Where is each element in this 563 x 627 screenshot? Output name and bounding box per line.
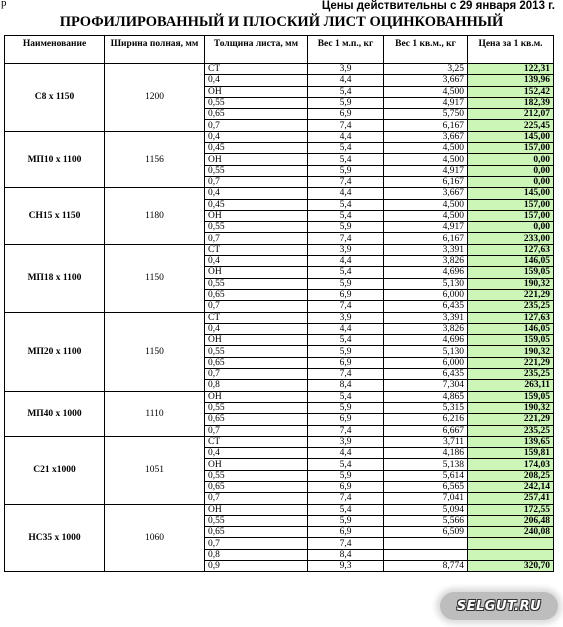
thickness-cell: 0,65 bbox=[205, 527, 308, 538]
weight-m-cell: 7,4 bbox=[308, 538, 384, 549]
price-cell: 157,00 bbox=[468, 210, 554, 221]
logo-text: SELGUT.RU bbox=[456, 598, 542, 614]
product-width: 1156 bbox=[105, 131, 205, 187]
price-cell: 122,31 bbox=[468, 64, 554, 75]
weight-sqm-cell: 5,566 bbox=[384, 515, 468, 526]
header-weight-m: Вес 1 м.п., кг bbox=[308, 36, 384, 64]
thickness-cell: 0,65 bbox=[205, 481, 308, 492]
product-width: 1150 bbox=[105, 244, 205, 312]
weight-m-cell: 5,9 bbox=[308, 222, 384, 233]
price-cell: 146,05 bbox=[468, 256, 554, 267]
weight-m-cell: 5,4 bbox=[308, 154, 384, 165]
weight-sqm-cell: 5,614 bbox=[384, 470, 468, 481]
weight-sqm-cell: 3,711 bbox=[384, 436, 468, 447]
price-table bbox=[4, 35, 554, 572]
thickness-cell: ОН bbox=[205, 459, 308, 470]
weight-sqm-cell: 3,667 bbox=[384, 131, 468, 142]
price-cell: 206,48 bbox=[468, 515, 554, 526]
thickness-cell: 0,65 bbox=[205, 414, 308, 425]
weight-sqm-cell: 3,667 bbox=[384, 75, 468, 86]
weight-sqm-cell: 8,774 bbox=[384, 561, 468, 572]
weight-sqm-cell: 4,500 bbox=[384, 86, 468, 97]
weight-m-cell: 9,3 bbox=[308, 561, 384, 572]
thickness-cell: 0,7 bbox=[205, 120, 308, 131]
price-cell: 159,05 bbox=[468, 391, 554, 402]
price-cell: 0,00 bbox=[468, 176, 554, 187]
table-row bbox=[5, 244, 554, 255]
weight-m-cell: 5,4 bbox=[308, 199, 384, 210]
product-width: 1150 bbox=[105, 312, 205, 391]
page-title: ПРОФИЛИРОВАННЫЙ И ПЛОСКИЙ ЛИСТ ОЦИНКОВАННЫЙ bbox=[59, 14, 504, 30]
table-row bbox=[5, 131, 554, 142]
thickness-cell: 0,55 bbox=[205, 402, 308, 413]
price-cell: 127,63 bbox=[468, 244, 554, 255]
weight-m-cell: 5,9 bbox=[308, 97, 384, 108]
thickness-cell: 0,7 bbox=[205, 538, 308, 549]
weight-sqm-cell: 6,167 bbox=[384, 176, 468, 187]
thickness-cell: СТ bbox=[205, 312, 308, 323]
thickness-cell: 0,8 bbox=[205, 380, 308, 391]
product-name: МП18 х 1100 bbox=[5, 244, 105, 312]
price-cell: 0,00 bbox=[468, 222, 554, 233]
price-cell: 221,29 bbox=[468, 414, 554, 425]
price-cell: 157,00 bbox=[468, 143, 554, 154]
weight-sqm-cell: 4,917 bbox=[384, 97, 468, 108]
thickness-cell: 0,7 bbox=[205, 493, 308, 504]
thickness-cell: 0,4 bbox=[205, 323, 308, 334]
table-row bbox=[5, 436, 554, 447]
thickness-cell: 0,4 bbox=[205, 75, 308, 86]
weight-sqm-cell bbox=[384, 549, 468, 560]
weight-sqm-cell: 7,304 bbox=[384, 380, 468, 391]
thickness-cell: 0,8 bbox=[205, 549, 308, 560]
table-row bbox=[5, 188, 554, 199]
weight-sqm-cell: 7,041 bbox=[384, 493, 468, 504]
weight-m-cell: 4,4 bbox=[308, 131, 384, 142]
product-width: 1180 bbox=[105, 188, 205, 244]
weight-m-cell: 6,9 bbox=[308, 481, 384, 492]
product-name: С21 х1000 bbox=[5, 436, 105, 504]
weight-m-cell: 5,4 bbox=[308, 391, 384, 402]
price-cell: 139,65 bbox=[468, 436, 554, 447]
weight-sqm-cell: 6,435 bbox=[384, 301, 468, 312]
thickness-cell: 0,55 bbox=[205, 515, 308, 526]
product-name: С8 х 1150 bbox=[5, 64, 105, 132]
weight-sqm-cell: 4,500 bbox=[384, 199, 468, 210]
thickness-cell: 0,7 bbox=[205, 369, 308, 380]
price-cell: 235,25 bbox=[468, 369, 554, 380]
price-cell bbox=[468, 549, 554, 560]
thickness-cell: СТ bbox=[205, 244, 308, 255]
thickness-cell: СТ bbox=[205, 64, 308, 75]
price-cell: 242,14 bbox=[468, 481, 554, 492]
weight-m-cell: 4,4 bbox=[308, 448, 384, 459]
thickness-cell: 0,55 bbox=[205, 97, 308, 108]
product-width: 1110 bbox=[105, 391, 205, 436]
thickness-cell: 0,55 bbox=[205, 470, 308, 481]
weight-m-cell: 3,9 bbox=[308, 436, 384, 447]
weight-m-cell: 5,9 bbox=[308, 402, 384, 413]
weight-m-cell: 4,4 bbox=[308, 75, 384, 86]
weight-m-cell: 5,9 bbox=[308, 515, 384, 526]
header-width: Ширина полная, мм bbox=[105, 36, 205, 64]
weight-sqm-cell: 4,500 bbox=[384, 210, 468, 221]
price-cell: 235,25 bbox=[468, 425, 554, 436]
weight-sqm-cell: 5,130 bbox=[384, 278, 468, 289]
header-thickness: Толщина листа, мм bbox=[205, 36, 308, 64]
weight-sqm-cell: 6,565 bbox=[384, 481, 468, 492]
thickness-cell: ОН bbox=[205, 210, 308, 221]
weight-m-cell: 6,9 bbox=[308, 109, 384, 120]
weight-m-cell: 5,4 bbox=[308, 86, 384, 97]
price-cell: 225,45 bbox=[468, 120, 554, 131]
thickness-cell: ОН bbox=[205, 267, 308, 278]
weight-sqm-cell: 3,826 bbox=[384, 256, 468, 267]
thickness-cell: 0,7 bbox=[205, 425, 308, 436]
price-cell: 182,39 bbox=[468, 97, 554, 108]
weight-sqm-cell: 5,138 bbox=[384, 459, 468, 470]
thickness-cell: 0,4 bbox=[205, 131, 308, 142]
weight-sqm-cell: 4,500 bbox=[384, 154, 468, 165]
weight-m-cell: 5,9 bbox=[308, 278, 384, 289]
thickness-cell: 0,45 bbox=[205, 199, 308, 210]
weight-sqm-cell: 6,435 bbox=[384, 369, 468, 380]
weight-m-cell: 8,4 bbox=[308, 549, 384, 560]
weight-sqm-cell: 5,130 bbox=[384, 346, 468, 357]
price-cell: 157,00 bbox=[468, 199, 554, 210]
weight-m-cell: 5,9 bbox=[308, 346, 384, 357]
weight-sqm-cell: 3,826 bbox=[384, 323, 468, 334]
thickness-cell: ОН bbox=[205, 391, 308, 402]
weight-sqm-cell: 3,391 bbox=[384, 312, 468, 323]
weight-m-cell: 5,9 bbox=[308, 470, 384, 481]
weight-sqm-cell: 6,000 bbox=[384, 357, 468, 368]
thickness-cell: 0,7 bbox=[205, 233, 308, 244]
price-cell: 240,08 bbox=[468, 527, 554, 538]
weight-sqm-cell: 4,696 bbox=[384, 335, 468, 346]
thickness-cell: ОН bbox=[205, 154, 308, 165]
price-cell: 172,55 bbox=[468, 504, 554, 515]
weight-m-cell: 7,4 bbox=[308, 176, 384, 187]
thickness-cell: 0,4 bbox=[205, 188, 308, 199]
weight-sqm-cell: 6,167 bbox=[384, 233, 468, 244]
weight-sqm-cell: 6,216 bbox=[384, 414, 468, 425]
thickness-cell: 0,45 bbox=[205, 143, 308, 154]
weight-sqm-cell: 5,315 bbox=[384, 402, 468, 413]
site-logo bbox=[440, 592, 558, 620]
thickness-cell: 0,55 bbox=[205, 278, 308, 289]
weight-sqm-cell: 4,186 bbox=[384, 448, 468, 459]
price-cell: 139,96 bbox=[468, 75, 554, 86]
weight-sqm-cell: 5,750 bbox=[384, 109, 468, 120]
table-row bbox=[5, 391, 554, 402]
weight-m-cell: 3,9 bbox=[308, 244, 384, 255]
validity-date: Цены действительны с 29 января 2013 г. bbox=[321, 0, 555, 12]
weight-sqm-cell: 3,25 bbox=[384, 64, 468, 75]
thickness-cell: СТ bbox=[205, 436, 308, 447]
price-cell: 159,05 bbox=[468, 335, 554, 346]
thickness-cell: 0,4 bbox=[205, 256, 308, 267]
weight-sqm-cell: 6,667 bbox=[384, 425, 468, 436]
price-cell: 145,00 bbox=[468, 188, 554, 199]
product-name: НС35 х 1000 bbox=[5, 504, 105, 572]
thickness-cell: ОН bbox=[205, 335, 308, 346]
weight-m-cell: 7,4 bbox=[308, 301, 384, 312]
price-cell: 235,25 bbox=[468, 301, 554, 312]
weight-sqm-cell: 3,391 bbox=[384, 244, 468, 255]
weight-m-cell: 7,4 bbox=[308, 425, 384, 436]
thickness-cell: 0,65 bbox=[205, 109, 308, 120]
product-width: 1051 bbox=[105, 436, 205, 504]
table-body bbox=[5, 64, 554, 572]
price-cell: 233,00 bbox=[468, 233, 554, 244]
thickness-cell: 0,7 bbox=[205, 176, 308, 187]
price-cell: 320,70 bbox=[468, 561, 554, 572]
table-row bbox=[5, 64, 554, 75]
weight-m-cell: 6,9 bbox=[308, 414, 384, 425]
weight-sqm-cell: 6,509 bbox=[384, 527, 468, 538]
stray-mark: р bbox=[1, 0, 7, 9]
weight-m-cell: 8,4 bbox=[308, 380, 384, 391]
weight-m-cell: 6,9 bbox=[308, 289, 384, 300]
weight-sqm-cell: 4,917 bbox=[384, 165, 468, 176]
price-cell: 145,00 bbox=[468, 131, 554, 142]
weight-m-cell: 5,4 bbox=[308, 210, 384, 221]
weight-m-cell: 5,4 bbox=[308, 504, 384, 515]
price-cell: 190,32 bbox=[468, 346, 554, 357]
price-cell: 190,32 bbox=[468, 402, 554, 413]
weight-m-cell: 5,4 bbox=[308, 267, 384, 278]
thickness-cell: 0,4 bbox=[205, 448, 308, 459]
table-header-row bbox=[5, 36, 554, 64]
weight-m-cell: 5,4 bbox=[308, 335, 384, 346]
thickness-cell: 0,55 bbox=[205, 165, 308, 176]
weight-m-cell: 6,9 bbox=[308, 527, 384, 538]
weight-m-cell: 7,4 bbox=[308, 120, 384, 131]
thickness-cell: 0,9 bbox=[205, 561, 308, 572]
price-cell: 152,42 bbox=[468, 86, 554, 97]
price-cell: 127,63 bbox=[468, 312, 554, 323]
product-name: СН15 х 1150 bbox=[5, 188, 105, 244]
weight-sqm-cell bbox=[384, 538, 468, 549]
price-cell: 0,00 bbox=[468, 165, 554, 176]
weight-sqm-cell: 6,000 bbox=[384, 289, 468, 300]
weight-sqm-cell: 4,865 bbox=[384, 391, 468, 402]
thickness-cell: 0,65 bbox=[205, 289, 308, 300]
price-cell: 159,05 bbox=[468, 267, 554, 278]
product-name: МП20 х 1100 bbox=[5, 312, 105, 391]
weight-m-cell: 4,4 bbox=[308, 323, 384, 334]
thickness-cell: 0,55 bbox=[205, 222, 308, 233]
header-weight-sqm: Вес 1 кв.м., кг bbox=[384, 36, 468, 64]
weight-m-cell: 5,9 bbox=[308, 165, 384, 176]
weight-m-cell: 5,4 bbox=[308, 459, 384, 470]
price-cell: 221,29 bbox=[468, 357, 554, 368]
thickness-cell: ОН bbox=[205, 504, 308, 515]
price-cell: 263,11 bbox=[468, 380, 554, 391]
weight-m-cell: 6,9 bbox=[308, 357, 384, 368]
price-cell: 146,05 bbox=[468, 323, 554, 334]
product-name: МП10 х 1100 bbox=[5, 131, 105, 187]
price-cell: 221,29 bbox=[468, 289, 554, 300]
header-price: Цена за 1 кв.м. bbox=[468, 36, 554, 64]
product-width: 1200 bbox=[105, 64, 205, 132]
weight-m-cell: 3,9 bbox=[308, 312, 384, 323]
price-cell: 190,32 bbox=[468, 278, 554, 289]
price-cell: 212,07 bbox=[468, 109, 554, 120]
weight-sqm-cell: 4,696 bbox=[384, 267, 468, 278]
product-name: МП40 х 1000 bbox=[5, 391, 105, 436]
header-name: Наименование bbox=[5, 36, 105, 64]
price-cell: 257,41 bbox=[468, 493, 554, 504]
weight-m-cell: 7,4 bbox=[308, 493, 384, 504]
thickness-cell: 0,7 bbox=[205, 301, 308, 312]
weight-sqm-cell: 6,167 bbox=[384, 120, 468, 131]
price-cell: 208,25 bbox=[468, 470, 554, 481]
price-cell: 0,00 bbox=[468, 154, 554, 165]
weight-sqm-cell: 4,500 bbox=[384, 143, 468, 154]
product-width: 1060 bbox=[105, 504, 205, 572]
weight-sqm-cell: 5,094 bbox=[384, 504, 468, 515]
weight-m-cell: 4,4 bbox=[308, 256, 384, 267]
weight-sqm-cell: 3,667 bbox=[384, 188, 468, 199]
weight-m-cell: 7,4 bbox=[308, 369, 384, 380]
thickness-cell: ОН bbox=[205, 86, 308, 97]
table-row bbox=[5, 312, 554, 323]
weight-m-cell: 5,4 bbox=[308, 143, 384, 154]
thickness-cell: 0,55 bbox=[205, 346, 308, 357]
table-row bbox=[5, 504, 554, 515]
thickness-cell: 0,65 bbox=[205, 357, 308, 368]
weight-m-cell: 3,9 bbox=[308, 64, 384, 75]
price-cell bbox=[468, 538, 554, 549]
weight-m-cell: 4,4 bbox=[308, 188, 384, 199]
price-cell: 174,03 bbox=[468, 459, 554, 470]
price-cell: 159,81 bbox=[468, 448, 554, 459]
weight-m-cell: 7,4 bbox=[308, 233, 384, 244]
weight-sqm-cell: 4,917 bbox=[384, 222, 468, 233]
